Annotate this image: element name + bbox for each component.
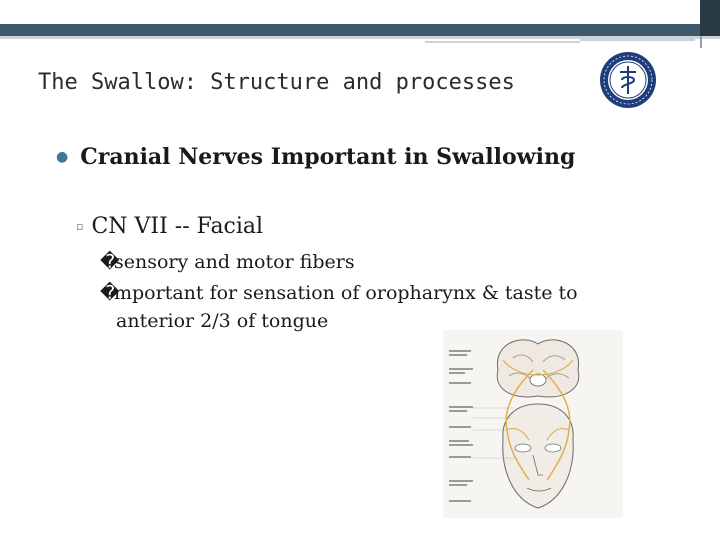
bullet-text: Cranial Nerves Important in Swallowing	[80, 144, 576, 170]
detail-text-1: sensory and motor fibers	[114, 251, 355, 273]
main-bullet	[56, 144, 575, 170]
detail-text-2: mportant for sensation of oropharynx & taste to	[114, 282, 578, 304]
slide-title: The Swallow: Structure and processes	[38, 70, 515, 95]
missing-glyph: �	[100, 251, 120, 273]
detail-line-1	[100, 251, 355, 273]
university-seal-icon	[598, 50, 658, 110]
sub-bullet	[76, 214, 263, 239]
missing-glyph: �	[100, 282, 120, 304]
facial-nerve-anatomy-illustration	[443, 330, 623, 518]
detail-line-3	[116, 310, 328, 332]
detail-line-2	[100, 282, 578, 304]
header-lines	[0, 36, 720, 48]
square-outline-icon: ▫	[76, 220, 84, 233]
sub-bullet-text: CN VII -- Facial	[91, 214, 264, 239]
header-bar	[0, 24, 700, 36]
header-bar-corner	[700, 0, 720, 36]
bullet-dot-icon: ●	[56, 149, 69, 165]
detail-text-3: anterior 2/3 of tongue	[116, 310, 329, 332]
